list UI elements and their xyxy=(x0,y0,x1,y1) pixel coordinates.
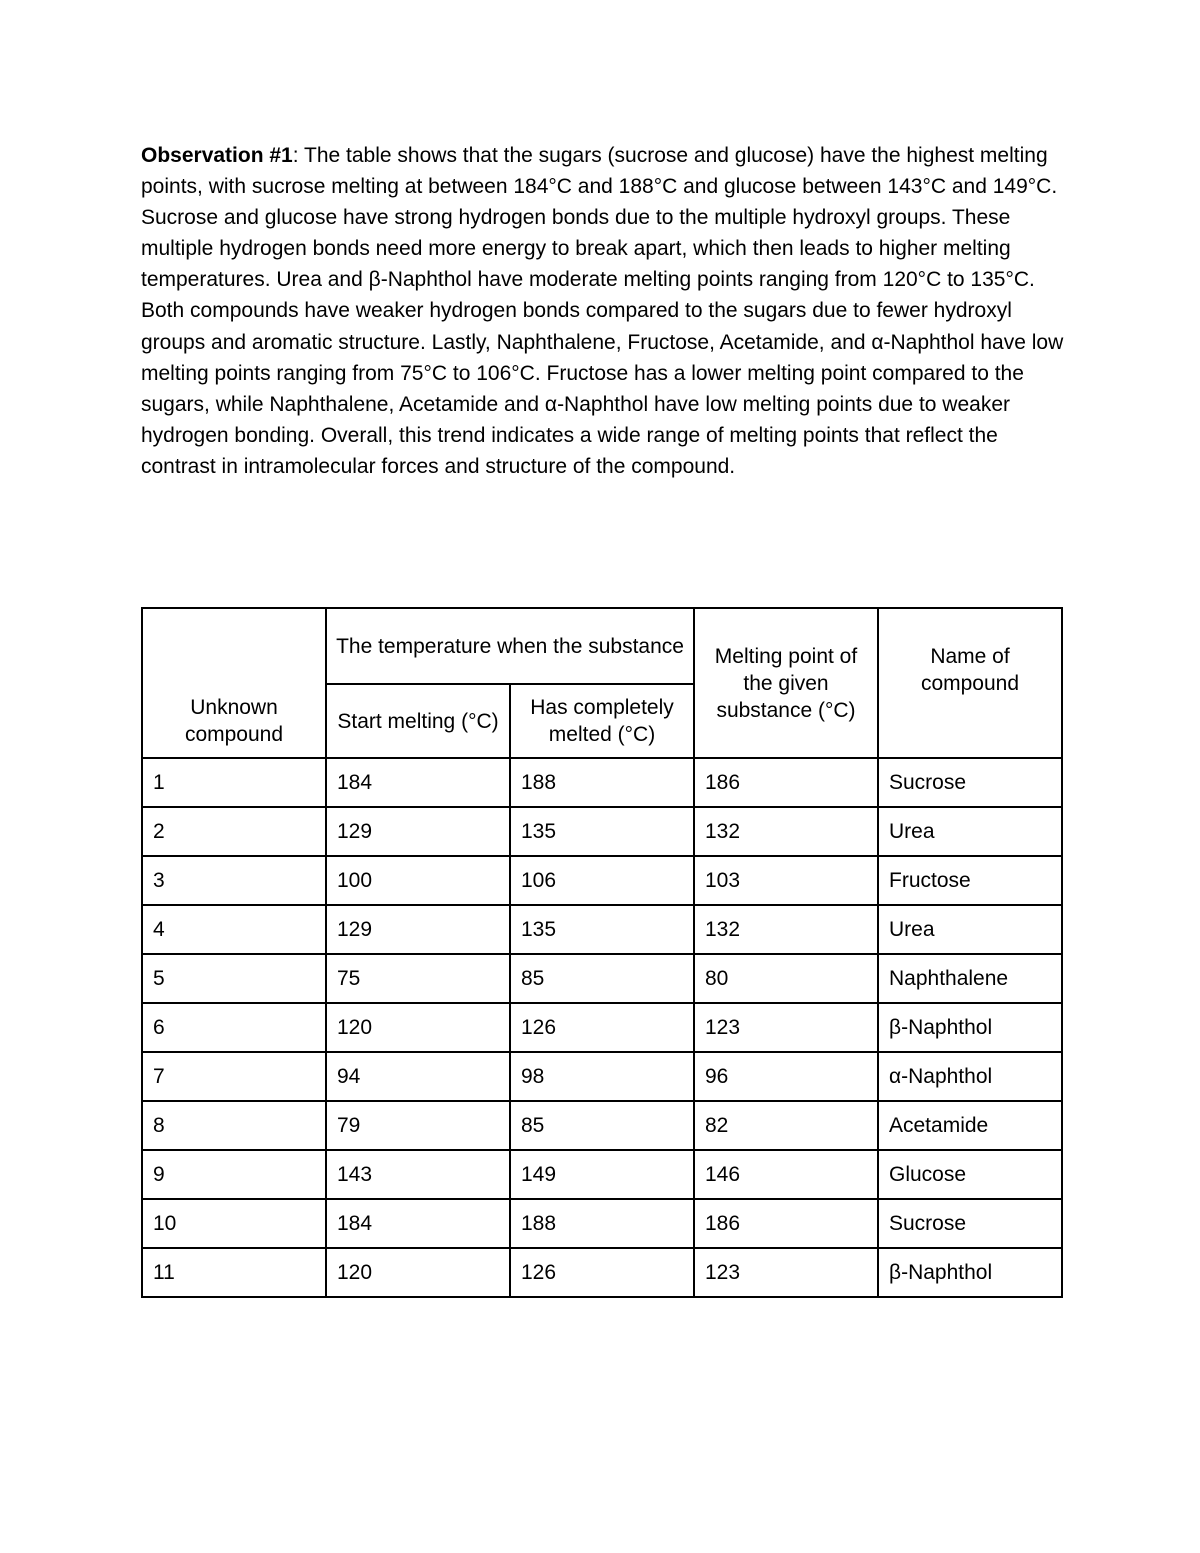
cell-start-melting: 129 xyxy=(326,807,510,856)
cell-start-melting: 120 xyxy=(326,1248,510,1297)
table-row xyxy=(142,1150,1062,1199)
cell-completely-melted: 135 xyxy=(510,807,694,856)
cell-melting-point: 103 xyxy=(694,856,878,905)
cell-melting-point: 123 xyxy=(694,1248,878,1297)
cell-unknown-id: 1 xyxy=(142,758,326,807)
cell-unknown-id: 2 xyxy=(142,807,326,856)
table-row xyxy=(142,758,1062,807)
cell-unknown-id: 3 xyxy=(142,856,326,905)
cell-melting-point: 132 xyxy=(694,905,878,954)
cell-start-melting: 120 xyxy=(326,1003,510,1052)
cell-unknown-id: 5 xyxy=(142,954,326,1003)
header-compound-name-text: Name of compound xyxy=(920,645,1020,695)
cell-compound-name: Sucrose xyxy=(878,1199,1062,1248)
cell-compound-name: Urea xyxy=(878,807,1062,856)
cell-completely-melted: 106 xyxy=(510,856,694,905)
cell-completely-melted: 85 xyxy=(510,1101,694,1150)
table-row xyxy=(142,856,1062,905)
cell-compound-name: Fructose xyxy=(878,856,1062,905)
cell-start-melting: 184 xyxy=(326,1199,510,1248)
cell-unknown-id: 6 xyxy=(142,1003,326,1052)
table-row xyxy=(142,807,1062,856)
observation-paragraph xyxy=(141,140,1066,482)
header-completely-melted: Has completely melted (°C) xyxy=(510,684,694,758)
cell-start-melting: 75 xyxy=(326,954,510,1003)
table-row xyxy=(142,954,1062,1003)
cell-start-melting: 184 xyxy=(326,758,510,807)
cell-completely-melted: 149 xyxy=(510,1150,694,1199)
header-start-melting: Start melting (°C) xyxy=(326,684,510,758)
cell-melting-point: 96 xyxy=(694,1052,878,1101)
cell-melting-point: 186 xyxy=(694,758,878,807)
cell-completely-melted: 126 xyxy=(510,1248,694,1297)
cell-melting-point: 82 xyxy=(694,1101,878,1150)
header-row-top xyxy=(142,608,1062,684)
header-temperature-group: The temperature when the substance xyxy=(326,608,694,684)
cell-start-melting: 100 xyxy=(326,856,510,905)
cell-compound-name: β-Naphthol xyxy=(878,1003,1062,1052)
table-row xyxy=(142,1199,1062,1248)
table-row xyxy=(142,1003,1062,1052)
header-blank-cell xyxy=(142,608,326,684)
cell-melting-point: 123 xyxy=(694,1003,878,1052)
cell-melting-point: 146 xyxy=(694,1150,878,1199)
cell-start-melting: 79 xyxy=(326,1101,510,1150)
cell-unknown-id: 11 xyxy=(142,1248,326,1297)
cell-start-melting: 94 xyxy=(326,1052,510,1101)
cell-compound-name: Glucose xyxy=(878,1150,1062,1199)
cell-unknown-id: 7 xyxy=(142,1052,326,1101)
cell-completely-melted: 188 xyxy=(510,758,694,807)
cell-unknown-id: 10 xyxy=(142,1199,326,1248)
table-row xyxy=(142,905,1062,954)
cell-melting-point: 186 xyxy=(694,1199,878,1248)
table-row xyxy=(142,1101,1062,1150)
cell-start-melting: 143 xyxy=(326,1150,510,1199)
header-unknown-compound: Unknown compound xyxy=(142,684,326,758)
observation-text: : The table shows that the sugars (sucrose and glucose) have the highest melting points, with sucrose melting at between 184°C and 188°C and glucose between 143°C and 149°C. Sucrose and glucose have strong hydrogen bonds due to the multiple hydroxyl groups. These multiple hydrogen bonds need more energy to break apart, which then leads to higher melting temperatures. Urea and β-Naphthol have moderate melting points ranging from 120°C to 135°C. Both compounds have weaker hydrogen bonds compared to the sugars due to fewer hydroxyl groups and aromatic structure. Lastly, Naphthalene, Fructose, Acetamide, and α-Naphthol have low melting points ranging from 75°C to 106°C. Fructose has a lower melting point compared to the sugars, while Naphthalene, Acetamide and α-Naphthol have low melting points due to weaker hydrogen bonding. Overall, this trend indicates a wide range of melting points that reflect the contrast in intramolecular forces and structure of the compound. xyxy=(141,144,1064,478)
cell-unknown-id: 8 xyxy=(142,1101,326,1150)
cell-compound-name: Naphthalene xyxy=(878,954,1062,1003)
cell-completely-melted: 98 xyxy=(510,1052,694,1101)
cell-compound-name: Acetamide xyxy=(878,1101,1062,1150)
header-compound-name xyxy=(878,608,1062,758)
cell-completely-melted: 85 xyxy=(510,954,694,1003)
table-body xyxy=(142,608,1062,1297)
melting-point-table xyxy=(141,607,1063,1298)
cell-compound-name: Sucrose xyxy=(878,758,1062,807)
cell-unknown-id: 4 xyxy=(142,905,326,954)
cell-unknown-id: 9 xyxy=(142,1150,326,1199)
cell-completely-melted: 126 xyxy=(510,1003,694,1052)
cell-start-melting: 129 xyxy=(326,905,510,954)
cell-melting-point: 80 xyxy=(694,954,878,1003)
cell-compound-name: β-Naphthol xyxy=(878,1248,1062,1297)
observation-label: Observation #1 xyxy=(141,144,293,167)
table-row xyxy=(142,1052,1062,1101)
cell-completely-melted: 188 xyxy=(510,1199,694,1248)
table-row xyxy=(142,1248,1062,1297)
header-melting-point: Melting point of the given substance (°C) xyxy=(694,608,878,758)
cell-melting-point: 132 xyxy=(694,807,878,856)
cell-compound-name: α-Naphthol xyxy=(878,1052,1062,1101)
cell-compound-name: Urea xyxy=(878,905,1062,954)
cell-completely-melted: 135 xyxy=(510,905,694,954)
